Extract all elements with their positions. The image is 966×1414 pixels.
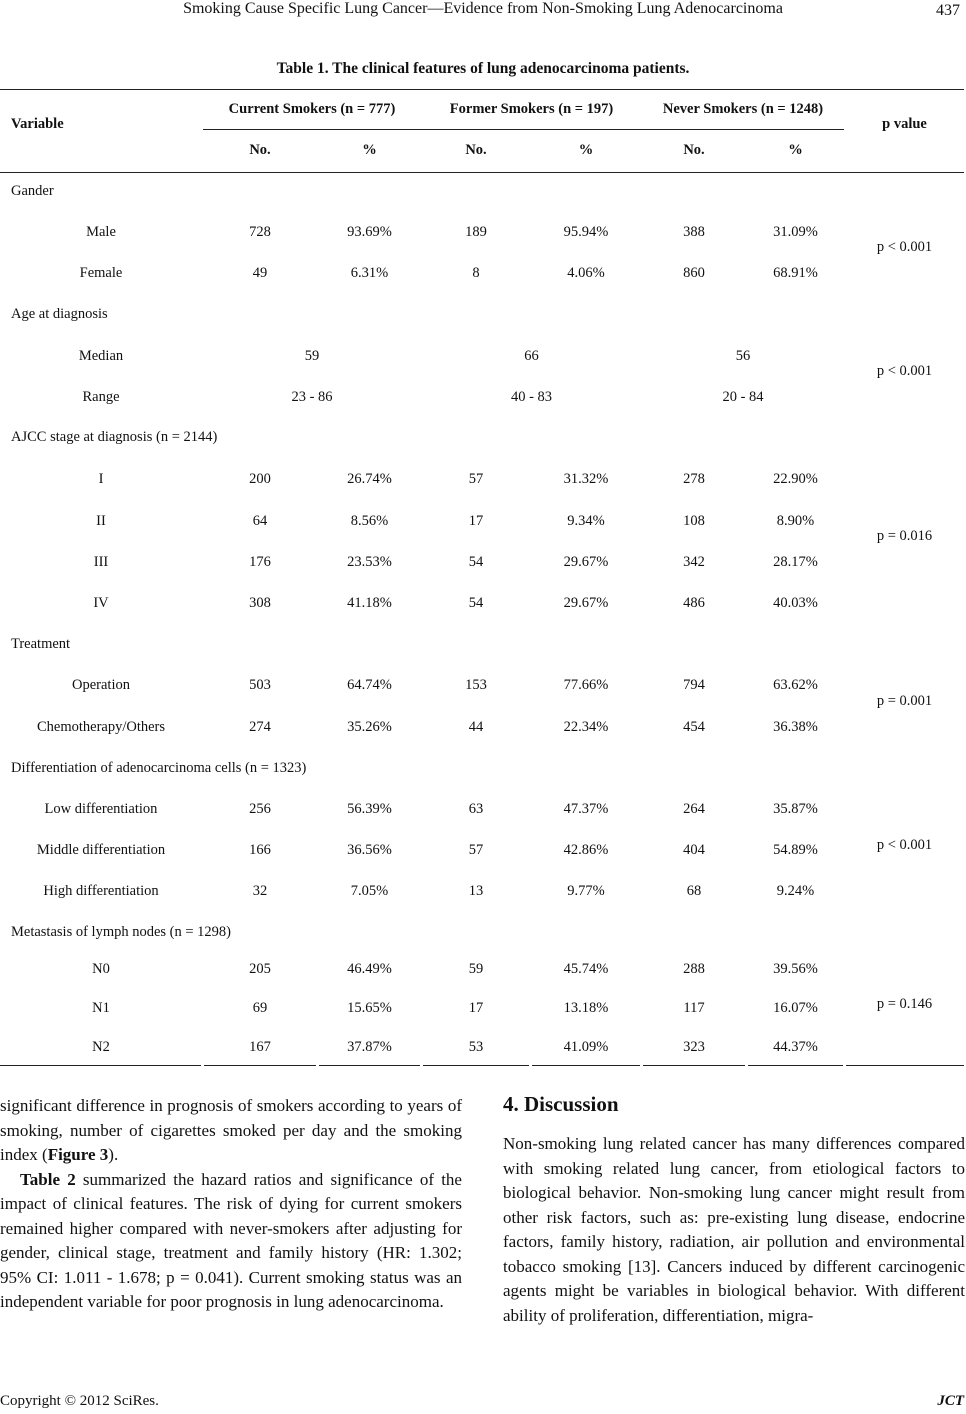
- table-cell: 40 - 83: [510, 389, 553, 405]
- rule-gap: [316, 1063, 319, 1067]
- table-cell: 35.26%: [347, 719, 392, 735]
- table-cell: 323: [683, 1039, 705, 1055]
- table-cell: 308: [249, 595, 271, 611]
- table-cell: 728: [249, 224, 271, 240]
- table-cell: 20 - 84: [722, 389, 764, 405]
- row-label: N1: [92, 1000, 110, 1016]
- table-cell: 454: [683, 719, 705, 735]
- table-cell: 9.34%: [567, 513, 605, 529]
- table-cell: 26.74%: [347, 471, 392, 487]
- table-cell: 63: [468, 801, 484, 817]
- section-title: Metastasis of lymph nodes (n = 1298): [11, 924, 232, 940]
- table-top-rule: [0, 89, 964, 90]
- table-cell: 23.53%: [347, 554, 392, 570]
- row-label: Range: [82, 389, 120, 405]
- paragraph-text: ).: [108, 1145, 119, 1164]
- table-cell: 404: [683, 842, 705, 858]
- section-title: Treatment: [11, 636, 71, 652]
- section-pvalue: p < 0.001: [876, 363, 933, 379]
- table-cell: 8.90%: [776, 513, 815, 529]
- section-pvalue: p < 0.001: [876, 837, 933, 853]
- row-label: I: [98, 471, 104, 487]
- table-cell: 57: [468, 842, 484, 858]
- rule-gap: [420, 1063, 423, 1067]
- table-cell: 42.86%: [563, 842, 609, 858]
- table-cell: 22.34%: [563, 719, 609, 735]
- table-cell: 29.67%: [563, 554, 609, 570]
- paragraph-text: Non-smoking lung related cancer has many differences compared with smoking related lung cancer, from etiological factors to biological behavior. Non-smoking lung cancer might result from other risk factors, such as: pre-existing lung disease, endocrine factors, family history, radiation, air pollution and environmental tobacco smoking [13]. Cancers induced by different carcinogenic agents might be variables in biological behavior. With different ability of proliferation, differentiation, migra-: [503, 1134, 965, 1325]
- group-header-rule: [203, 129, 844, 130]
- table-cell: 46.49%: [347, 961, 392, 977]
- table-cell: 274: [249, 719, 271, 735]
- rule-gap: [843, 1063, 846, 1067]
- table-cell: 9.77%: [567, 883, 605, 899]
- paragraph: [503, 1132, 965, 1328]
- table-cell: 15.65%: [347, 1000, 392, 1016]
- row-label: II: [96, 513, 106, 529]
- row-label: Median: [78, 348, 124, 364]
- row-label: Operation: [72, 677, 130, 693]
- running-head: [0, 0, 966, 22]
- section-pvalue: p = 0.001: [876, 693, 933, 709]
- table-cell: 486: [683, 595, 705, 611]
- paragraph-text: summarized the hazard ratios and significance of the impact of clinical features. The risk of dying for current smokers remained higher compared with never-smokers after adjusting for gender, clinical stage, treatment and family history (HR: 1.302; 95% CI: 1.011 - 1.678; p = 0.041). Current smoking status was an independent variable for poor prognosis in lung adenocarcinoma.: [0, 1169, 462, 1311]
- table-cell: 200: [249, 471, 271, 487]
- table-cell: 9.24%: [776, 883, 815, 899]
- row-label: Low differentiation: [44, 801, 158, 817]
- table-cell: 32: [252, 883, 268, 899]
- rule-gap: [745, 1063, 748, 1067]
- paragraph: [0, 1168, 462, 1315]
- row-label: IV: [93, 595, 109, 611]
- section-title: Age at diagnosis: [11, 306, 108, 322]
- running-title: Smoking Cause Specific Lung Cancer—Evidence from Non-Smoking Lung Adenocarcinoma: [183, 0, 783, 17]
- table-cell: 39.56%: [773, 961, 818, 977]
- table-header-rule: [0, 172, 964, 173]
- group-header-former: Former Smokers (n = 197): [449, 101, 614, 117]
- table-cell: 40.03%: [773, 595, 818, 611]
- table-cell: 47.37%: [563, 801, 609, 817]
- table-cell: 95.94%: [563, 224, 609, 240]
- table-cell: 59: [304, 348, 320, 364]
- table-cell: 44.37%: [773, 1039, 818, 1055]
- table-cell: 59: [468, 961, 484, 977]
- table-cell: 29.67%: [563, 595, 609, 611]
- table-cell: 166: [249, 842, 271, 858]
- table-cell: 54: [468, 595, 484, 611]
- table-cell: 13: [468, 883, 484, 899]
- table-cell: 64.74%: [347, 677, 392, 693]
- subheader-no: No.: [249, 142, 271, 158]
- page-number: 437: [936, 2, 960, 19]
- section-pvalue: p < 0.001: [876, 239, 933, 255]
- table-cell: 8: [472, 265, 480, 281]
- subheader-pct: %: [788, 142, 803, 158]
- table-cell: 44: [468, 719, 484, 735]
- subheader-no: No.: [683, 142, 705, 158]
- rule-gap: [201, 1063, 204, 1067]
- table-cell: 66: [524, 348, 539, 364]
- left-column-text: [0, 1094, 462, 1315]
- right-column-text: [503, 1132, 965, 1328]
- figure-reference[interactable]: Figure 3: [47, 1145, 109, 1164]
- table-cell: 13.18%: [563, 1000, 609, 1016]
- table-cell: 167: [249, 1039, 271, 1055]
- table-cell: 288: [683, 961, 705, 977]
- table-cell: 49: [252, 265, 268, 281]
- table-cell: 22.90%: [773, 471, 818, 487]
- table-reference[interactable]: Table 2: [20, 1169, 76, 1189]
- table-cell: 205: [249, 961, 271, 977]
- rule-gap: [529, 1063, 532, 1067]
- table-cell: 117: [683, 1000, 705, 1016]
- table-cell: 64: [252, 513, 268, 529]
- subheader-pct: %: [362, 142, 377, 158]
- table-cell: 342: [683, 554, 705, 570]
- table-bottom-rule: [0, 1065, 964, 1066]
- table-cell: 31.09%: [773, 224, 818, 240]
- table-cell: 176: [249, 554, 271, 570]
- table-cell: 4.06%: [567, 265, 605, 281]
- section-title: Gander: [11, 183, 54, 199]
- section-title: Differentiation of adenocarcinoma cells (n = 1323): [11, 760, 307, 776]
- row-label: N2: [92, 1039, 110, 1055]
- section-title: AJCC stage at diagnosis (n = 2144): [11, 429, 218, 445]
- table-cell: 860: [683, 265, 705, 281]
- table-cell: 77.66%: [563, 677, 609, 693]
- group-header-current: Current Smokers (n = 777): [228, 101, 396, 117]
- section-pvalue: p = 0.146: [876, 996, 933, 1012]
- table-cell: 28.17%: [773, 554, 818, 570]
- row-label: Chemotherapy/Others: [36, 719, 166, 735]
- table-cell: 37.87%: [347, 1039, 392, 1055]
- paragraph: [0, 1094, 462, 1168]
- table-cell: 57: [468, 471, 484, 487]
- pvalue-header: p value: [882, 116, 927, 132]
- table-cell: 45.74%: [563, 961, 609, 977]
- table-cell: 53: [468, 1039, 484, 1055]
- table-cell: 54: [468, 554, 484, 570]
- row-label: N0: [92, 961, 110, 977]
- subheader-pct: %: [578, 142, 594, 158]
- table-cell: 36.56%: [347, 842, 392, 858]
- table-cell: 35.87%: [773, 801, 818, 817]
- row-label: Male: [86, 224, 116, 240]
- table-cell: 108: [683, 513, 705, 529]
- section-heading: 4. Discussion: [503, 1092, 619, 1116]
- rule-gap: [640, 1063, 643, 1067]
- table-cell: 153: [465, 677, 487, 693]
- variable-header: Variable: [11, 116, 64, 132]
- table-cell: 264: [683, 801, 705, 817]
- table-cell: 31.32%: [563, 471, 609, 487]
- table-cell: 17: [468, 1000, 484, 1016]
- table-cell: 503: [249, 677, 271, 693]
- table-cell: 63.62%: [773, 677, 818, 693]
- table-cell: 6.31%: [350, 265, 389, 281]
- table-cell: 56.39%: [347, 801, 392, 817]
- paragraph-text: significant difference in prognosis of smokers according to years of smoking, number of cigarettes smoked per day and the smoking index (: [0, 1096, 462, 1164]
- section-pvalue: p = 0.016: [876, 528, 933, 544]
- table-cell: 17: [468, 513, 484, 529]
- page-footer: [0, 1393, 966, 1413]
- table-cell: 189: [465, 224, 487, 240]
- table-cell: 23 - 86: [291, 389, 333, 405]
- table-cell: 794: [683, 677, 705, 693]
- subheader-no: No.: [465, 142, 487, 158]
- table-cell: 16.07%: [773, 1000, 818, 1016]
- row-label: Female: [79, 265, 123, 281]
- table-cell: 93.69%: [347, 224, 392, 240]
- table-cell: 41.18%: [347, 595, 392, 611]
- table-cell: 41.09%: [563, 1039, 609, 1055]
- table-cell: 278: [683, 471, 705, 487]
- table-cell: 8.56%: [350, 513, 389, 529]
- group-header-never: Never Smokers (n = 1248): [662, 101, 824, 117]
- table-cell: 68: [686, 883, 702, 899]
- row-label: High differentiation: [43, 883, 159, 899]
- table-cell: 54.89%: [773, 842, 818, 858]
- journal-abbrev: JCT: [937, 1393, 964, 1409]
- table-cell: 68.91%: [773, 265, 818, 281]
- row-label: III: [93, 554, 109, 570]
- table-cell: 7.05%: [350, 883, 389, 899]
- table-cell: 69: [252, 1000, 268, 1016]
- table-cell: 36.38%: [773, 719, 818, 735]
- table-cell: 56: [735, 348, 751, 364]
- table-cell: 256: [249, 801, 271, 817]
- copyright: Copyright © 2012 SciRes.: [0, 1393, 159, 1409]
- row-label: Middle differentiation: [36, 842, 166, 858]
- table-cell: 388: [683, 224, 705, 240]
- table-caption: Table 1. The clinical features of lung adenocarcinoma patients.: [276, 60, 690, 77]
